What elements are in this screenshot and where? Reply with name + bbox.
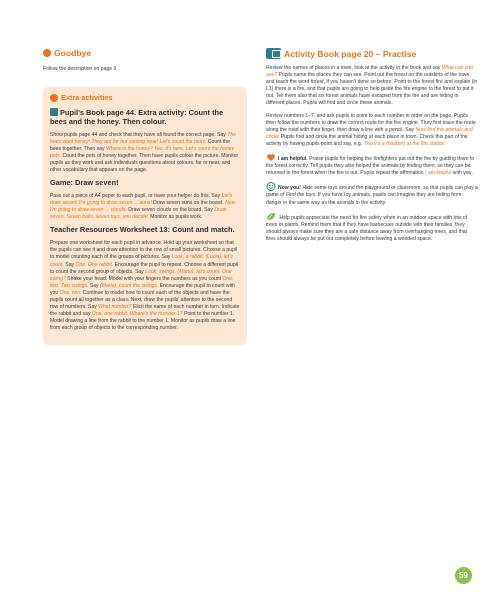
text-run: Encourage the pupil to count with you [50, 282, 236, 296]
worksheet-heading: Teacher Resources Worksheet 13: Count and match. [50, 225, 235, 235]
extra-activities-box [43, 87, 247, 345]
text-run: Monitor as pupils work. [148, 214, 203, 221]
helpful-paragraph [266, 153, 478, 177]
text-run: Draw seven suns on the board. [151, 200, 226, 207]
now-you-label: Now you! [278, 185, 301, 192]
quoted-speech: Let's draw seven! I'm going to draw seven ... suns! [50, 193, 233, 207]
text-run: Count the bees together. Then say [50, 138, 230, 152]
goodbye-text: Follow the description on page 9. [43, 66, 118, 72]
text-run: Help pupils appreciate the need for fire safety when in an outdoor space with lots of trees or plants. Remind them that if they have barbecues outside with their families, they should always make sure they are a safe distance away from overhanging trees, and that fires should always be put out completely before leaving a wooded space. [266, 214, 468, 242]
quoted-speech: What can you see? [266, 65, 473, 79]
quoted-speech: What number? [98, 304, 132, 311]
quoted-speech: One. One rabbit. [75, 261, 114, 268]
helpful-label: I am helpful. [278, 156, 308, 163]
extra-activities-icon [50, 94, 58, 102]
quoted-speech: The bees want honey! They are far but coming near! Let's count the bees. [50, 131, 237, 145]
text-run: Draw seven clouds on the board. Say [126, 207, 215, 214]
text-run: Point to the number 1. Model drawing a line from the rabbit to the number 1. Monitor as pupils draw a line from each group of objects to the corresponding number. [50, 311, 236, 332]
activity-book-icon [266, 48, 281, 59]
game-heading: Game: Draw seven! [50, 178, 119, 188]
text-run: . If you have toy animals, pupils can imagine they are hiding from danger in the same way as the animals in the activity. [266, 192, 462, 206]
text-run: Prepare one worksheet for each pupil in advance. Hold up your worksheet so that the pupils can see it and draw attention to the row of small pictures. Choose a pupil to model counting each of the groups of pictures. Say [50, 240, 238, 261]
quoted-speech: One, one rabbit. Where's the number 1? [91, 311, 183, 318]
heart-hands-icon [266, 153, 276, 162]
quoted-speech: One, two. Two swings. [50, 275, 234, 289]
extra-activities-title: Extra activities [50, 93, 240, 102]
text-run: Pupils find and circle the animal hiding at each place in town. Check this part of the activity by having pupils point and say, e.g. [266, 133, 468, 147]
pupils-book-heading: Pupil's Book page 44. Extra activity: Count the bees and the honey. Then colour. [50, 108, 224, 126]
right-column [266, 48, 478, 248]
activity-book-text-1 [266, 65, 478, 108]
book-icon [50, 108, 58, 116]
quoted-speech: Now find the animals and circle! [266, 126, 473, 140]
text-run: with you. [451, 170, 473, 177]
text-run: Say [88, 282, 101, 289]
pupils-book-text [50, 132, 240, 175]
quoted-speech: One, two. [59, 289, 82, 296]
text-run: Hide some toys around the playground or classroom, so that pupils can play a game of [266, 185, 478, 199]
text-run: Review the names of places in a town, look at the activity in the book and say [266, 65, 442, 71]
quoted-speech: Look, swings. (Mario), let's count. One swing? [50, 268, 232, 282]
leaf-icon [266, 212, 276, 221]
text-run: Shake your head. Model with your fingers the numbers as you count [65, 275, 223, 282]
page-number: 59 [455, 567, 472, 584]
text-run: , if you haven't done so before. Point to the forest fire and explain (in L1) there is a fire, and that pupils are going to help guide the fire engine to the forest to put it out. Tell them also that six forest animals have escaped from the fire and are hiding in different places. Pupils will find and circle these animals. [266, 79, 478, 107]
text-run: forest [310, 79, 324, 86]
text-run: Count the pots of honey together. Then have pupils colour the picture. Monitor pupils as they work and ask individuals questions about colours, far or near, and other vocabulary that appears on the page. [50, 152, 239, 174]
quoted-speech: Where is the honey? Yes, it's here. Let's count the honey pots. [50, 145, 235, 159]
text-run: Say [63, 261, 76, 268]
text-run: Praise pupils for helping the firefighters put out the fire by guiding them to the forest correctly. Tell pupils they also helped the animals by finding them, so they can be returned to the forest when the fire is out. Pupils repeat the affirmation [266, 156, 475, 177]
left-column [43, 48, 247, 345]
text-run: Find the toys [285, 192, 315, 199]
nature-text [266, 215, 467, 242]
goodbye-icon [43, 49, 51, 57]
quoted-speech: Draw seven. Seven balls, seven toys, you decide. [50, 207, 227, 221]
now-you-paragraph [266, 182, 478, 206]
quoted-speech: (Mario), count the swings. [100, 282, 159, 289]
game-text [50, 193, 240, 221]
text-run: Show pupils page 44 and check that they have all found the correct page. Say [50, 131, 228, 138]
quoted-speech: Look, a rabbit. (Lucia), let's count. [50, 254, 233, 268]
quoted-speech: I am helpful [425, 170, 452, 177]
activity-book-title: Activity Book page 20 – Practise [266, 48, 478, 59]
goodbye-title: Goodbye [43, 48, 247, 58]
text-run: Elicit the name of each number in turn. Indicate the rabbit and say [50, 304, 240, 318]
activity-book-text-2 [266, 113, 478, 148]
quoted-speech: Now I'm going to draw seven ... clouds. [50, 200, 236, 214]
quoted-speech: There's a (badger) at the fire station. [363, 140, 446, 147]
text-run: Pass out a piece of A4 paper to each pupil, or have your helper do this. Say [50, 193, 222, 200]
nature-paragraph [266, 212, 478, 243]
text-run: Pupils name the places they can see. Point out the forest on the outskirts of the town and teach the word [266, 72, 470, 86]
text-run: Encourage the pupil to repeat. Choose a different pupil to count the second group of objects. Say [50, 261, 238, 275]
text-run: Review numbers 1–7, and ask pupils to point to each number in order on the page. Pupils then follow the numbers to draw the correct route for the fire engine. They first trace the route along the road with their finger, then draw a line with a pencil. Say [266, 112, 476, 133]
text-run: Continue to model how to count each of the objects and have the pupils count all together as a class. Next, draw the pupils' attention to the second row of numbers. Say [50, 289, 233, 311]
smiley-icon [266, 182, 276, 191]
worksheet-text [50, 240, 240, 332]
